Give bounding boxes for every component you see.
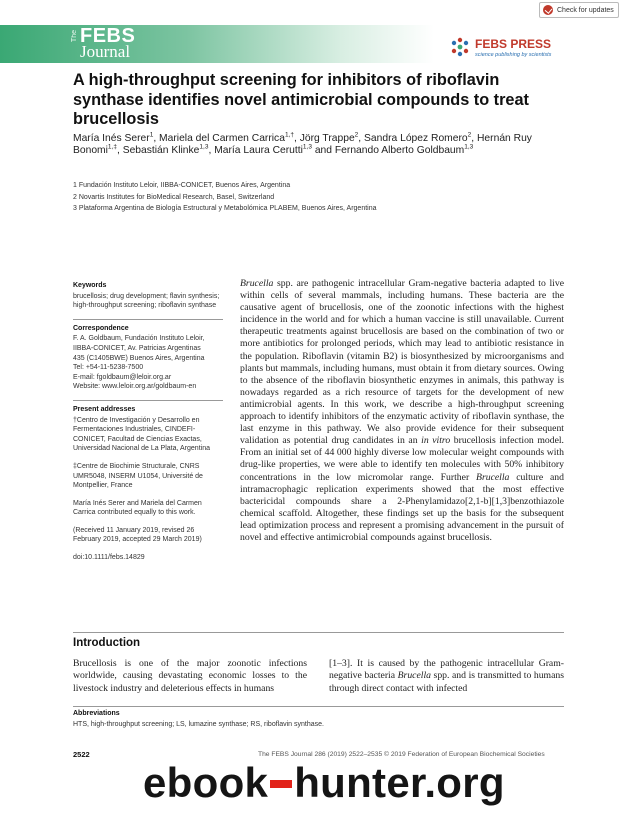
journal-febs: FEBS <box>80 25 136 47</box>
publisher-name: FEBS PRESS <box>475 37 552 51</box>
corr-line: Tel: +54-11-5238-7500 <box>73 364 144 372</box>
abbreviations-heading: Abbreviations <box>73 710 120 717</box>
equal-contribution-note: María Inés Serer and Mariela del Carmen Carrica contributed equally to this work. <box>73 499 202 517</box>
corr-line: F. A. Goldbaum, Fundación Instituto Leloir, <box>73 335 205 343</box>
publisher-tagline: science publishing by scientists <box>475 52 552 58</box>
abstract-part-2: brucellosis infection model. From an initial set of 44 000 highly diverse low molecular weight compounds with drug-like properties, we were able to identify ten molecules with 50% inhibitory concentrations in the low micromolar range. Further <box>240 435 564 483</box>
author-affiliation-marker: 1,† <box>284 131 294 139</box>
author-affiliation-marker: 1,3 <box>199 143 209 151</box>
author-affiliation-marker: 1,3 <box>302 143 312 151</box>
footer-citation: The FEBS Journal 286 (2019) 2522–2535 © 2019 Federation of European Biochemical Societies <box>258 751 545 758</box>
corr-website[interactable]: Website: www.leloir.org.ar/goldbaum-en <box>73 383 197 391</box>
watermark <box>143 759 505 807</box>
affiliations <box>73 180 377 215</box>
page-number: 2522 <box>73 750 90 759</box>
corr-line: 435 (C1405BWE) Buenos Aires, Argentina <box>73 354 205 362</box>
author-affiliation-marker: 1,3 <box>464 143 474 151</box>
author-affiliation-marker: 2 <box>354 131 359 139</box>
author-affiliation-marker: 2 <box>467 131 472 139</box>
watermark-right: hunter.org <box>294 759 505 806</box>
febs-press-logo-icon <box>449 36 471 58</box>
watermark-hyphen <box>270 780 292 788</box>
author-name: María Inés Serer <box>73 133 150 144</box>
author-separator: , <box>208 145 215 157</box>
intro-col2-text: spp. and is transmitted to humans through direct contact with infected <box>329 670 565 694</box>
author-separator: , <box>471 133 477 144</box>
abbreviations-text: HTS, high-throughput screening; LS, lumazine synthase; RS, riboflavin synthase. <box>73 721 324 728</box>
genus-italic: Brucella <box>240 278 274 289</box>
author-name: Jörg Trappe <box>299 133 355 144</box>
affiliation-2: 2 Novartis Institutes for BioMedical Research, Basel, Switzerland <box>73 193 275 201</box>
intro-column-1: Brucellosis is one of the major zoonotic infections worldwide, causing devastating economic losses to the livestock industry and deleterious effects in humans <box>73 658 307 694</box>
author-separator: , <box>293 133 300 144</box>
author-name: Sebastián Klinke <box>122 145 200 157</box>
author-name: Sandra López Romero <box>364 133 468 144</box>
article-sidebar <box>73 281 223 571</box>
abstract-part-1: spp. are pathogenic intracellular Gram-negative bacteria adapted to live within cells of several mammals, including humans. These bacteria are the causative agent of brucellosis, one of the zoonotic infections with the highest incidence in the world and for which a human vaccine is still unavailable. Current therapeutic treatments against brucellosis are based on the combination of two or more antibiotics for prolonged periods, which may lead to antibiotic resistance in the population. Riboflavin (vitamin B2) is biosynthesized by microorganisms and plants but mammals, including humans, must obtain it from dietary sources. Owing to the absence of the riboflavin biosynthetic enzymes in animals, this pathway is nowadays regarded as a rich resource of targets for the development of new antimicrobial agents. In this work, we describe a high-throughput screening approach to identify inhibitors of the enzymatic activity of riboflavin synthase, the last enzyme in this pathway. We also provide evidence for their subsequent validation as potential drug candidates in an <box>240 278 564 447</box>
article-title: A high-throughput screening for inhibitors of riboflavin synthase identifies novel antimicrobial compounds to treat brucellosis <box>73 71 529 128</box>
author-name: Fernando Alberto Goldbaum <box>334 145 465 157</box>
affiliation-1: 1 Fundación Instituto Leloir, IIBBA-CONICET, Buenos Aires, Argentina <box>73 182 291 189</box>
present-address-2: ‡Centre de Biochimie Structurale, CNRS UMR5048, INSERM U1054, Université de Montpellier, France <box>73 462 203 490</box>
check-for-updates-button[interactable] <box>539 2 619 18</box>
abbreviations-rule <box>73 706 564 707</box>
doi-link[interactable]: doi:10.1111/febs.14829 <box>73 554 145 562</box>
abstract <box>240 278 564 544</box>
author-separator: and <box>311 145 335 157</box>
author-separator: , <box>116 145 123 157</box>
present-address-1: †Centro de Investigación y Desarrollo en Fermentaciones Industriales, CINDEFI-CONICET, Facultad de Ciencias Exactas, Universidad Nacional de La Plata, Argentina <box>73 416 210 453</box>
correspondence-text <box>73 334 223 392</box>
corr-email[interactable]: E-mail: fgoldbaum@leloir.org.ar <box>73 373 172 381</box>
section-rule <box>73 632 564 633</box>
author-name: Hernán Ruy Bonomi <box>73 133 532 157</box>
author-name: María Laura Cerutti <box>214 145 303 157</box>
divider <box>73 319 223 320</box>
correspondence-heading: Correspondence <box>73 324 129 332</box>
author-separator: , <box>153 133 160 144</box>
author-list <box>73 133 543 158</box>
author-separator: , <box>358 133 365 144</box>
corr-line: IIBBA-CONICET, Av. Patricias Argentinas <box>73 344 201 352</box>
in-vitro-italic: in vitro <box>421 435 451 447</box>
keywords-text: brucellosis; drug development; flavin synthesis; high-throughput screening; riboflavin synthase <box>73 292 220 310</box>
author-affiliation-marker: 1 <box>149 131 154 139</box>
journal-the: The <box>71 30 78 43</box>
intro-column-2 <box>329 658 564 695</box>
check-updates-icon <box>543 5 553 15</box>
divider <box>73 400 223 401</box>
present-addresses-heading: Present addresses <box>73 405 136 413</box>
affiliation-3: 3 Plataforma Argentina de Biología Estructural y Metabolómica PLABEM, Buenos Aires, Argentina <box>73 205 377 212</box>
received-dates: (Received 11 January 2019, revised 26 February 2019, accepted 29 March 2019) <box>73 526 202 544</box>
intro-col2-text: [1–3]. It is caused by the pathogenic intracellular Gram-negative bacteria <box>329 658 564 682</box>
keywords-heading: Keywords <box>73 282 107 289</box>
author-affiliation-marker: 1,‡ <box>107 143 117 151</box>
author-name: Mariela del Carmen Carrica <box>159 133 285 144</box>
genus-italic: Brucella <box>397 670 431 682</box>
watermark-left: ebook <box>143 759 269 806</box>
introduction-heading: Introduction <box>73 637 141 649</box>
abstract-part-3: culture and intramacrophagic replication experiments showed that the most effective bactericidal compounds share a 2-Phenylamidazo[2,1-b][1,3]benzothiazole chemical scaffold. Altogether, these findings set up the basis for the subsequent lead optimization process and represent a promising advancement in the pursuit of novel and effective antimicrobial compounds against brucellosis. <box>240 471 564 543</box>
check-for-updates-label: Check for updates <box>557 6 614 14</box>
journal-name: Journal <box>80 42 131 61</box>
genus-italic: Brucella <box>476 471 510 483</box>
